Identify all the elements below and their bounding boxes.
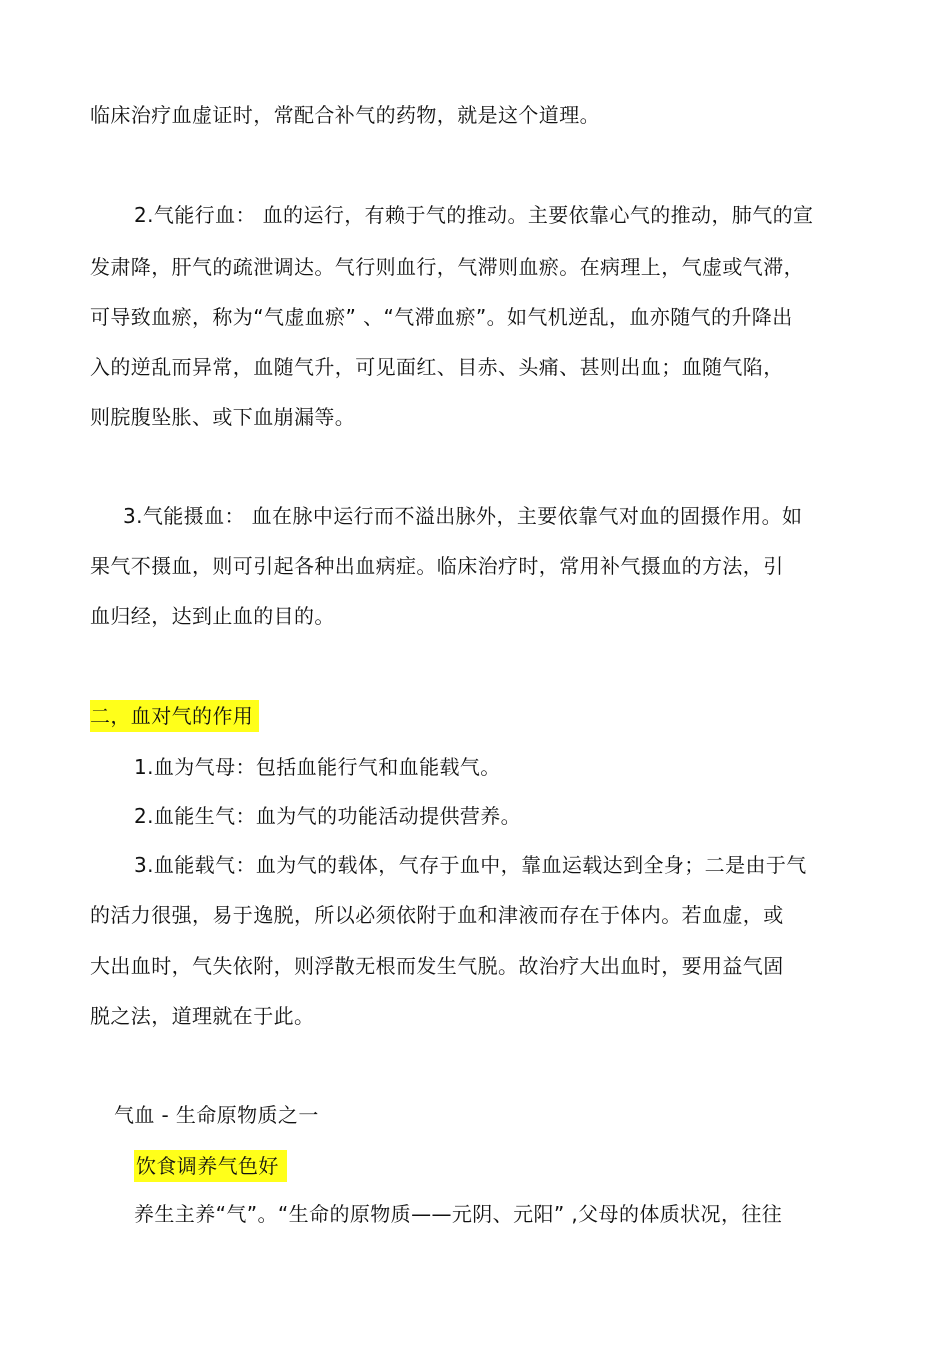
- paragraph-line: 入的逆乱而异常，血随气升，可见面红、目赤、头痛、甚则出血；血随气陷，: [90, 355, 784, 379]
- paragraph-line: 的活力很强，易于逸脱，所以必须依附于血和津液而存在于体内。若血虚，或: [90, 903, 784, 927]
- paragraph-line: 则脘腹坠胀、或下血崩漏等。: [90, 405, 356, 429]
- paragraph-line: 可导致血瘀，称为“气虚血瘀” 、“气滞血瘀”。如气机逆乱，血亦随气的升降出: [90, 305, 793, 329]
- article-title: 气血 - 生命原物质之一: [114, 1103, 319, 1127]
- paragraph-line: 脱之法，道理就在于此。: [90, 1004, 315, 1028]
- paragraph-line: 养生主养“气”。“生命的原物质——元阴、元阳” ,父母的体质状况，往往: [134, 1202, 783, 1226]
- list-item: 1.血为气母：包括血能行气和血能载气。: [134, 755, 501, 779]
- subheading: 饮食调养气色好: [134, 1150, 287, 1182]
- list-item: 2.血能生气：血为气的功能活动提供营养。: [134, 804, 522, 828]
- paragraph-line: 血归经，达到止血的目的。: [90, 604, 335, 628]
- paragraph-line: 临床治疗血虚证时，常配合补气的药物，就是这个道理。: [90, 103, 600, 127]
- paragraph-line: 2.气能行血： 血的运行，有赖于气的推动。主要依靠心气的推动，肺气的宣: [134, 203, 814, 227]
- section-heading: 二，血对气的作用: [90, 700, 259, 732]
- list-item: 3.血能载气：血为气的载体，气存于血中，靠血运载达到全身；二是由于气: [134, 853, 807, 877]
- paragraph-line: 发肃降，肝气的疏泄调达。气行则血行，气滞则血瘀。在病理上，气虚或气滞，: [90, 255, 804, 279]
- paragraph-line: 3.气能摄血： 血在脉中运行而不溢出脉外，主要依靠气对血的固摄作用。如: [123, 504, 803, 528]
- paragraph-line: 果气不摄血，则可引起各种出血病症。临床治疗时，常用补气摄血的方法，引: [90, 554, 784, 578]
- paragraph-line: 大出血时，气失依附，则浮散无根而发生气脱。故治疗大出血时，要用益气固: [90, 954, 784, 978]
